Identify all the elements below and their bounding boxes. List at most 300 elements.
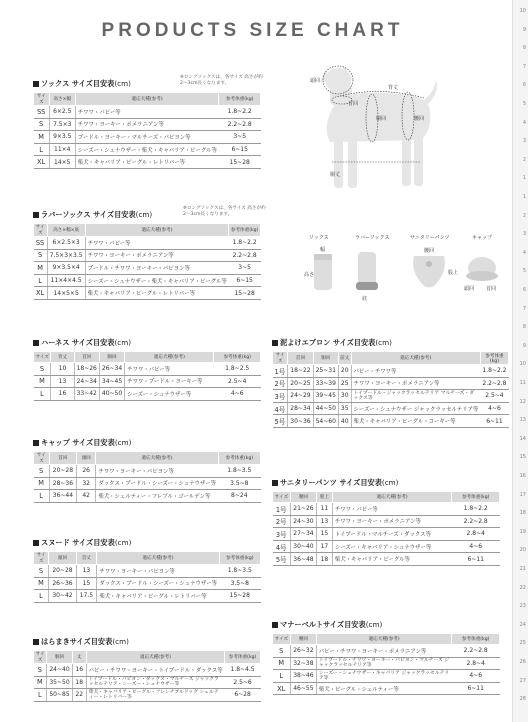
table-row (273, 682, 500, 695)
table-row (34, 237, 261, 250)
table-cell: S (34, 118, 50, 131)
column-header: 適応犬種(参考) (96, 452, 218, 465)
square-bullet-icon (272, 340, 278, 346)
column-header: 胴回 (313, 352, 338, 365)
table-cell: 2.5~4 (214, 375, 261, 388)
column-header: 適応犬種(参考) (332, 492, 452, 503)
apron-section: 泥よけエプロン サイズ目安表(cm) サイズ 首回 胴回 前丈 適応犬種(参考) 参考体重(kg) 1号 18~22 25~31 20 パピー・チワワ等 1.8~2.2 2号 20~25 33~39 25 チワワ・ヨーキー・ポメラニアン等 2.2~2.8 3号 24~29 39~45 30 トイプードル・ジャックラッセルテリア マルチーズ・ダックス等 2.5~4 4号 28~34 44~50 35 シーズー・シュナウザー ジャックラッセルテリア等 4~6 5号 30~36 54~60 40 柴犬・キャバリア・ビーグル・コーギー等 6~11 (272, 338, 500, 428)
table-cell: L (34, 590, 49, 603)
table-cell: シーズー・シュナウザー・キャバリア ジャックラッセルテリア等 (316, 670, 452, 683)
table-header-row (273, 352, 509, 365)
ruler-tick-label: 19 (519, 528, 526, 535)
table-cell: M (273, 657, 291, 670)
table-cell: 1.8~2.2 (452, 503, 500, 516)
ruler-tick-label: 26 (519, 659, 526, 665)
ruler-tick-label: 3 (522, 231, 526, 238)
ruler-tick-label: 13 (519, 417, 526, 424)
body-length-label: 胴丈 (330, 172, 341, 178)
column-header: 参考体重(kg) (225, 651, 261, 664)
cap-icon (466, 257, 498, 281)
sanitary-waist-label: 腰回 (424, 248, 435, 254)
ruler-tick-label: 21 (519, 566, 526, 572)
table-cell: 35~50 (47, 676, 73, 689)
table-cell: 6~11 (480, 415, 508, 428)
ruler-tick-label: 20 (519, 547, 526, 554)
back-length-label: 背丈 (388, 85, 399, 91)
ruler-tick-label: 28 (519, 696, 526, 703)
table-cell: 5号 (273, 415, 288, 428)
table-row (273, 415, 509, 428)
table-cell: 16 (72, 664, 86, 677)
table-cell: プードル・ヨーキー・マルチーズ・パピヨン等 (75, 131, 219, 144)
table-cell: 15~28 (219, 156, 261, 169)
table-cell: 11×4×4.5 (47, 274, 85, 287)
column-header: 前丈 (338, 352, 351, 365)
square-bullet-icon (272, 622, 278, 628)
table-cell: 4号 (273, 540, 291, 553)
table-row (34, 477, 261, 490)
table-row (34, 156, 261, 169)
table-cell: S (34, 363, 51, 376)
table-cell: 1.8~2.2 (229, 237, 261, 250)
waist-label: 腰回 (414, 116, 425, 122)
cap-section: キャップ サイズ目安表(cm) サイズ 首回 頭回 適応犬種(参考) 参考体重(kg) S 20~28 26 チワワ・ヨーキー・パピヨン等 1.8~3.5 M 28~36 32 ダックス・プードル・シーズー・シュナウザー等 3.5~8 L 36~44 42 柴犬・シェルティー・フレブル・ゴールデン等 8~24 (33, 438, 261, 503)
table-cell: 14×5 (49, 156, 75, 169)
column-header: 頭回 (77, 452, 96, 465)
column-header: 高さ×幅 (49, 93, 75, 106)
ruler-tick-label: 12 (519, 398, 526, 405)
table-cell: 2.2~2.8 (219, 118, 261, 131)
size-table (33, 223, 261, 300)
table-cell: 7.5×3 (49, 118, 75, 131)
table-cell: 18~26 (74, 363, 99, 376)
table-cell: 8~24 (218, 490, 260, 503)
ruler-tick-label: 9 (522, 342, 526, 349)
size-table (33, 92, 261, 169)
table-row (34, 375, 261, 388)
table-cell: 2.2~2.8 (480, 377, 508, 390)
ruler-tick-label: 5 (522, 101, 526, 107)
table-cell: 9×3.5×4 (47, 262, 85, 275)
table-cell: チワワ・パピー等 (332, 503, 452, 516)
table-cell: 柴犬・キャバリア・ビーグル・コーギー等 (351, 415, 480, 428)
ruler-tick-label: 3 (522, 138, 526, 145)
table-cell: トイプードル・パピヨン・ダックス・マルチーズ ジャックラッセルテリア・シーズー・シュナウザー等 (86, 676, 224, 689)
column-header: 適応犬種(参考) (351, 352, 480, 365)
ruler-tick-label: 27 (519, 677, 526, 684)
column-header: サイズ (34, 552, 49, 565)
table-cell: L (34, 143, 50, 156)
product-name: ソックス (309, 235, 329, 241)
table-cell: 1号 (273, 365, 288, 378)
table-cell: 13 (316, 515, 332, 528)
table-cell: 24~30 (290, 515, 316, 528)
note-text: ※ロングソックスは、各サイズ 高さが約2〜3cm長くなります。 (183, 206, 266, 217)
size-table (33, 351, 261, 401)
table-cell: 4~6 (214, 388, 261, 401)
column-header: 高さ×幅×底 (47, 224, 85, 237)
table-cell: 36~48 (290, 553, 316, 566)
column-header: 適応犬種(参考) (85, 224, 229, 237)
table-cell: 39~45 (313, 390, 338, 403)
table-cell: シーズー・シュナウザー等 (125, 388, 214, 401)
column-header: サイズ (34, 352, 51, 363)
table-cell: 30~40 (290, 540, 316, 553)
section-title: マナーベルトサイズ目安表 (280, 620, 366, 629)
ruler-tick-label: 6 (522, 287, 526, 293)
table-cell: 40 (338, 415, 351, 428)
table-cell: 24~34 (74, 375, 99, 388)
table-cell: 21~26 (290, 503, 316, 516)
table-row (34, 274, 261, 287)
table-cell: 6~28 (225, 689, 261, 702)
column-header: 適応犬種(参考) (125, 352, 214, 363)
column-header: 参考体重(kg) (218, 452, 260, 465)
table-cell: 18~22 (288, 365, 313, 378)
section-title: はらまきサイズ目安表 (41, 637, 113, 646)
table-cell: L (273, 670, 291, 683)
table-cell: 20 (338, 365, 351, 378)
table-cell: 30~42 (49, 590, 76, 603)
section-title: 泥よけエプロン サイズ目安表 (280, 338, 376, 347)
column-header: 参考体重(kg) (480, 352, 508, 365)
table-cell: プードル・チワワ・ヨーキー・パピヨン等 (85, 262, 229, 275)
column-header: 胴回 (47, 651, 73, 664)
section-title: ソックス サイズ目安表 (41, 79, 115, 88)
table-cell: 22 (72, 689, 86, 702)
table-cell: 15 (316, 528, 332, 541)
column-header: 首回 (74, 352, 99, 363)
manner-belt-section: マナーベルトサイズ目安表(cm) サイズ 腰回 適応犬種(参考) 参考体重(kg) S 26~32 パピー・チワワ・ヨーキー・ポメラニアン等 2.2~2.8 M 32~38 トイプードル・チワワ・ヨーキー・パピヨン・マルチーズ ジャックラッセルテリア等 2.8~4 L 38~46 シーズー・シュナウザー・キャバリア ジャックラッセルテリア等 4~6 XL 46~55 柴犬・ビーグル・シェルティー等 6~11 (272, 620, 500, 695)
table-cell: チワワ・ヨーキー・ポメラニアン等 (351, 377, 480, 390)
table-cell: 2.5~4 (480, 390, 508, 403)
table-cell: 1.8~2.5 (214, 363, 261, 376)
table-cell: 38~46 (290, 670, 316, 683)
rubber-sock-icon (356, 252, 378, 290)
column-header: 丈 (72, 651, 86, 664)
column-header: 適応犬種(参考) (86, 651, 224, 664)
ruler-tick-label: 4 (522, 249, 526, 256)
table-cell: 33~39 (313, 377, 338, 390)
table-cell: L (34, 689, 47, 702)
section-title: ラバーソックス サイズ目安表 (41, 210, 136, 219)
table-row (273, 390, 509, 403)
table-cell: シーズー・シュナウザー ジャックラッセルテリア等 (351, 402, 480, 415)
table-cell: 3号 (273, 528, 291, 541)
table-row (34, 363, 261, 376)
table-cell: 26~32 (290, 645, 316, 658)
table-row (34, 287, 261, 300)
socks-section: ソックス サイズ目安表(cm) サイズ 高さ×幅 適応犬種(参考) 参考体重(kg) SS 6×2.5 チワワ・パピー等 1.8~2.2 S 7.5×3 チワワ・ヨーキー・ポメラニアン等 2.2~2.8 M 9×3.5 プードル・ヨーキー・マルチーズ・パピヨン等 3~5 L 11×4 シーズー・シュナウザー・柴犬・キャバリア・ビーグル等 6~15 XL 14×5 柴犬・キャバリア・ビーグル・レトリバー等 15~28 (33, 79, 261, 169)
table-row (34, 577, 261, 590)
column-header: サイズ (273, 492, 291, 503)
table-cell: S (273, 645, 291, 658)
ruler-tick-label: 6 (522, 82, 526, 89)
table-cell: 3~5 (219, 131, 261, 144)
table-cell: 1号 (273, 503, 291, 516)
table-cell: 2.2~2.8 (229, 249, 261, 262)
column-header: 腰回 (290, 634, 316, 645)
section-title: サニタリーパンツ サイズ目安表 (280, 478, 382, 487)
table-cell: XL (34, 156, 50, 169)
table-cell: チワワ・パピー等 (85, 237, 229, 250)
table-cell: 17 (316, 540, 332, 553)
table-cell: 1.8~3.5 (219, 565, 260, 578)
table-cell: 柴犬・キャバリア・ビーグル・レトリバー等 (85, 287, 229, 300)
table-header-row (34, 651, 261, 664)
table-cell: 6~15 (229, 274, 261, 287)
table-cell: 2.5~6 (225, 676, 261, 689)
table-header-row (34, 552, 261, 565)
column-header: 背丈 (51, 352, 74, 363)
table-cell: 18 (72, 676, 86, 689)
table-row (273, 377, 509, 390)
table-row (273, 645, 500, 658)
sock-width-label: 幅 (320, 247, 326, 253)
table-cell: チワワ・プードル・ヨーキー等 (125, 375, 214, 388)
column-header: 参考体重(kg) (452, 492, 500, 503)
column-header: 適応犬種(参考) (75, 93, 219, 106)
table-row (273, 540, 500, 553)
table-cell: 4~6 (452, 670, 500, 683)
table-cell: 14×5×5 (47, 287, 85, 300)
table-cell: L (34, 490, 50, 503)
table-cell: 50~85 (47, 689, 73, 702)
table-cell: パピー・チワワ等 (351, 365, 480, 378)
table-cell: 24~40 (47, 664, 73, 677)
table-cell: 柴犬・キャバリア・ビーグル・レトリバー等 (97, 590, 219, 603)
table-cell: SS (34, 106, 50, 119)
table-row (34, 465, 261, 478)
sock-height-label: 高さ (304, 272, 315, 278)
rubber-socks-section: ラバーソックス サイズ目安表(cm) サイズ 高さ×幅×底 適応犬種(参考) 参考体重(kg) SS 6×2.5×3 チワワ・パピー等 1.8~2.2 S 7.5×3×3.5 チワワ・ヨーキー・ポメラニアン等 2.2~2.8 M 9×3.5×4 プードル・チワワ・ヨーキー・パピヨン等 3~5 L 11×4×4.5 シーズー・シュナウザー・柴犬・キャバリア・ビーグル等 6~15 XL 14×5×5 柴犬・キャバリア・ビーグル・レトリバー等 15~28 (33, 210, 261, 300)
column-header: 股上 (316, 492, 332, 503)
column-header: 腰回 (290, 492, 316, 503)
table-cell: 24~29 (288, 390, 313, 403)
product-name: サニタリーパンツ (410, 235, 450, 241)
sanitary-section: サニタリーパンツ サイズ目安表(cm) サイズ 腰回 股上 適応犬種(参考) 参考体重(kg) 1号 21~26 11 チワワ・パピー等 1.8~2.2 2号 24~30 13 チワワ・ヨーキー・ポメラニアン等 2.2~2.8 3号 27~34 15 トイプードル・マルチーズ・ダックス等 2.8~4 4号 30~40 17 シーズー・キャバリア・シュナウザー等 4~6 5号 36~48 18 柴犬・キャバリア・ビーグル等 6~11 (272, 478, 500, 566)
table-row (273, 657, 500, 670)
column-header: サイズ (34, 452, 50, 465)
sanitary-rise-label: 股上 (448, 270, 459, 276)
table-row (273, 515, 500, 528)
ruler-tick-label: 8 (522, 324, 526, 331)
table-cell: 15 (76, 577, 97, 590)
table-cell: 26~36 (49, 577, 76, 590)
table-cell: 3~5 (229, 262, 261, 275)
ruler-tick-label: 10 (519, 361, 526, 368)
ruler-tick-label: 22 (519, 584, 526, 591)
table-row (273, 553, 500, 566)
table-cell: 30~36 (288, 415, 313, 428)
table-cell: 11 (316, 503, 332, 516)
table-cell: M (34, 676, 47, 689)
column-header: 胴回 (99, 352, 124, 363)
table-row (34, 143, 261, 156)
table-cell: M (34, 375, 51, 388)
section-title: ハーネス サイズ目安表 (41, 338, 115, 347)
table-row (34, 664, 261, 677)
table-cell: ダックス・プードル・シーズー・シュナウザー等 (97, 577, 219, 590)
table-cell: 1.8~2.2 (480, 365, 508, 378)
table-row (34, 262, 261, 275)
table-cell: シーズー・キャバリア・シュナウザー等 (332, 540, 452, 553)
table-cell: 3.5~8 (218, 477, 260, 490)
column-header: 参考体重(kg) (219, 93, 261, 106)
column-header: 頭回 (49, 552, 76, 565)
table-cell: 17.5 (76, 590, 97, 603)
table-cell: SS (34, 237, 48, 250)
head-label: 頭回 (310, 78, 321, 84)
column-header: 参考体重(kg) (214, 352, 261, 363)
ruler-tick-label: 24 (519, 621, 526, 628)
size-table (272, 351, 509, 428)
table-cell: 11×4 (49, 143, 75, 156)
table-cell: チワワ・パピー等 (75, 106, 219, 119)
table-cell: トイプードル・チワワ・ヨーキー・パピヨン・マルチーズ ジャックラッセルテリア等 (316, 657, 452, 670)
table-cell: 32 (77, 477, 96, 490)
table-cell: 35 (338, 402, 351, 415)
neck-label: 首回 (348, 101, 359, 107)
snood-section: スヌード サイズ目安表(cm) サイズ 頭回 首丈 適応犬種(参考) 参考体重(kg) S 20~28 13 チワワ・ヨーキー・パピヨン等 1.8~3.5 M 26~36 15 ダックス・プードル・シーズー・シュナウザー等 3.5~8 L 30~42 17.5 柴犬・キャバリア・ビーグル・レトリバー等 15~28 (33, 538, 261, 603)
ruler-tick-label: 5 (522, 268, 526, 275)
table-row (273, 402, 509, 415)
table-cell: 44~50 (313, 402, 338, 415)
table-row (34, 106, 261, 119)
column-header: サイズ (273, 352, 288, 365)
column-header: 適応犬種(参考) (316, 634, 452, 645)
table-cell: パピー・チワワ・ヨーキー・ポメラニアン等 (316, 645, 452, 658)
table-cell: 34~45 (99, 375, 124, 388)
harness-section: ハーネス サイズ目安表(cm) サイズ 背丈 首回 胴回 適応犬種(参考) 参考体重(kg) S 10 18~26 26~34 チワワ・パピー等 1.8~2.5 M 13 24~34 34~45 チワワ・プードル・ヨーキー等 2.5~4 L 16 33~42 40~50 シーズー・シュナウザー等 4~6 (33, 338, 261, 401)
square-bullet-icon (33, 212, 39, 218)
table-cell: 30 (338, 390, 351, 403)
table-cell: 3号 (273, 390, 288, 403)
table-row (34, 676, 261, 689)
table-cell: 2.2~2.8 (452, 645, 500, 658)
table-cell: M (34, 262, 48, 275)
table-cell: 5号 (273, 553, 291, 566)
sanitary-pants-icon (413, 256, 445, 288)
table-header-row (273, 634, 500, 645)
column-header: 参考体重(kg) (452, 634, 500, 645)
table-row (273, 365, 509, 378)
cap-head-label: 頭回 (464, 286, 475, 292)
ruler-tick-label: 11 (519, 380, 526, 386)
product-name: キャップ (472, 235, 493, 241)
column-header: 首丈 (76, 552, 97, 565)
square-bullet-icon (33, 540, 39, 546)
ruler-tick-label: 17 (519, 491, 526, 498)
product-name: ラバーソックス (355, 235, 390, 241)
table-cell: XL (273, 682, 291, 695)
table-cell: L (34, 274, 48, 287)
table-row (273, 503, 500, 516)
ruler-tick-label: 1 (522, 175, 526, 182)
size-table (33, 551, 261, 603)
table-cell: M (34, 577, 49, 590)
table-cell: 33~42 (74, 388, 99, 401)
table-row (34, 490, 261, 503)
table-row (34, 118, 261, 131)
table-cell: チワワ・パピー等 (125, 363, 214, 376)
table-cell: チワワ・ヨーキー・ポメラニアン等 (332, 515, 452, 528)
table-row (273, 528, 500, 541)
table-cell: 柴犬・キャバリア・ビーグル等 (332, 553, 452, 566)
table-cell: 7.5×3×3.5 (47, 249, 85, 262)
table-cell: ダックス・プードル・シーズー・シュナウザー等 (96, 477, 218, 490)
table-cell: シーズー・シュナウザー・柴犬・キャバリア・ビーグル等 (75, 143, 219, 156)
table-cell: 46~55 (290, 682, 316, 695)
ruler-tick-label: 25 (519, 640, 526, 647)
ruler-tick-label: 9 (522, 26, 526, 33)
table-row (34, 565, 261, 578)
table-cell: 4~6 (480, 402, 508, 415)
table-cell: 2.8~4 (452, 657, 500, 670)
table-cell: 柴犬・キャバリア・ビーグル・レトリバー等 (75, 156, 219, 169)
table-cell: 28~36 (49, 477, 76, 490)
table-cell: トイプードル・マルチーズ・ダックス等 (332, 528, 452, 541)
table-cell: 54~60 (313, 415, 338, 428)
ruler-tick-label: 4 (522, 119, 526, 126)
table-header-row (34, 352, 261, 363)
ruler-tick-label: 7 (522, 63, 526, 70)
table-cell: チワワ・ヨーキー・ポメラニアン等 (85, 249, 229, 262)
dog-measurement-diagram (290, 62, 450, 212)
table-cell: 2号 (273, 377, 288, 390)
table-cell: 15~28 (229, 287, 261, 300)
table-cell: 42 (77, 490, 96, 503)
square-bullet-icon (272, 480, 278, 486)
table-cell: パピー・チワワ・ヨーキー・トイプードル・ダックス等 (86, 664, 224, 677)
table-row (273, 670, 500, 683)
ruler-tick-label: 10 (519, 8, 526, 14)
size-table (272, 633, 500, 695)
table-row (34, 689, 261, 702)
table-header-row (34, 93, 261, 106)
table-cell: チワワ・ヨーキー・パピヨン等 (96, 465, 218, 478)
table-cell: 28~34 (288, 402, 313, 415)
size-table (33, 451, 261, 503)
table-cell: 6×2.5×3 (47, 237, 85, 250)
table-cell: S (34, 249, 48, 262)
table-cell: 32~38 (290, 657, 316, 670)
table-cell: 柴犬・キャバリア・ビーグル・フレンチブルドッグ シェルティー・レトリバー等 (86, 689, 224, 702)
table-cell: M (34, 477, 50, 490)
table-cell: 15~28 (219, 590, 260, 603)
ruler-tick-label: 1 (522, 194, 526, 200)
table-cell: 2.8~4 (452, 528, 500, 541)
square-bullet-icon (33, 639, 39, 645)
square-bullet-icon (33, 340, 39, 346)
table-cell: 6~11 (452, 682, 500, 695)
table-cell: 9×3.5 (49, 131, 75, 144)
table-row (34, 249, 261, 262)
table-cell: 20~25 (288, 377, 313, 390)
table-cell: 40~50 (99, 388, 124, 401)
ruler-tick-label: 8 (522, 45, 526, 52)
table-cell: L (34, 388, 51, 401)
column-header: サイズ (273, 634, 291, 645)
rubber-sock-bottom-label: 底 (362, 296, 368, 302)
measuring-ruler (512, 0, 528, 722)
table-cell: S (34, 664, 47, 677)
section-title: スヌード サイズ目安表 (41, 538, 115, 547)
page-title: PRODUCTS SIZE CHART (101, 20, 404, 41)
table-cell: 1.8~4.5 (225, 664, 261, 677)
table-cell: 18 (316, 553, 332, 566)
size-table (33, 650, 261, 702)
